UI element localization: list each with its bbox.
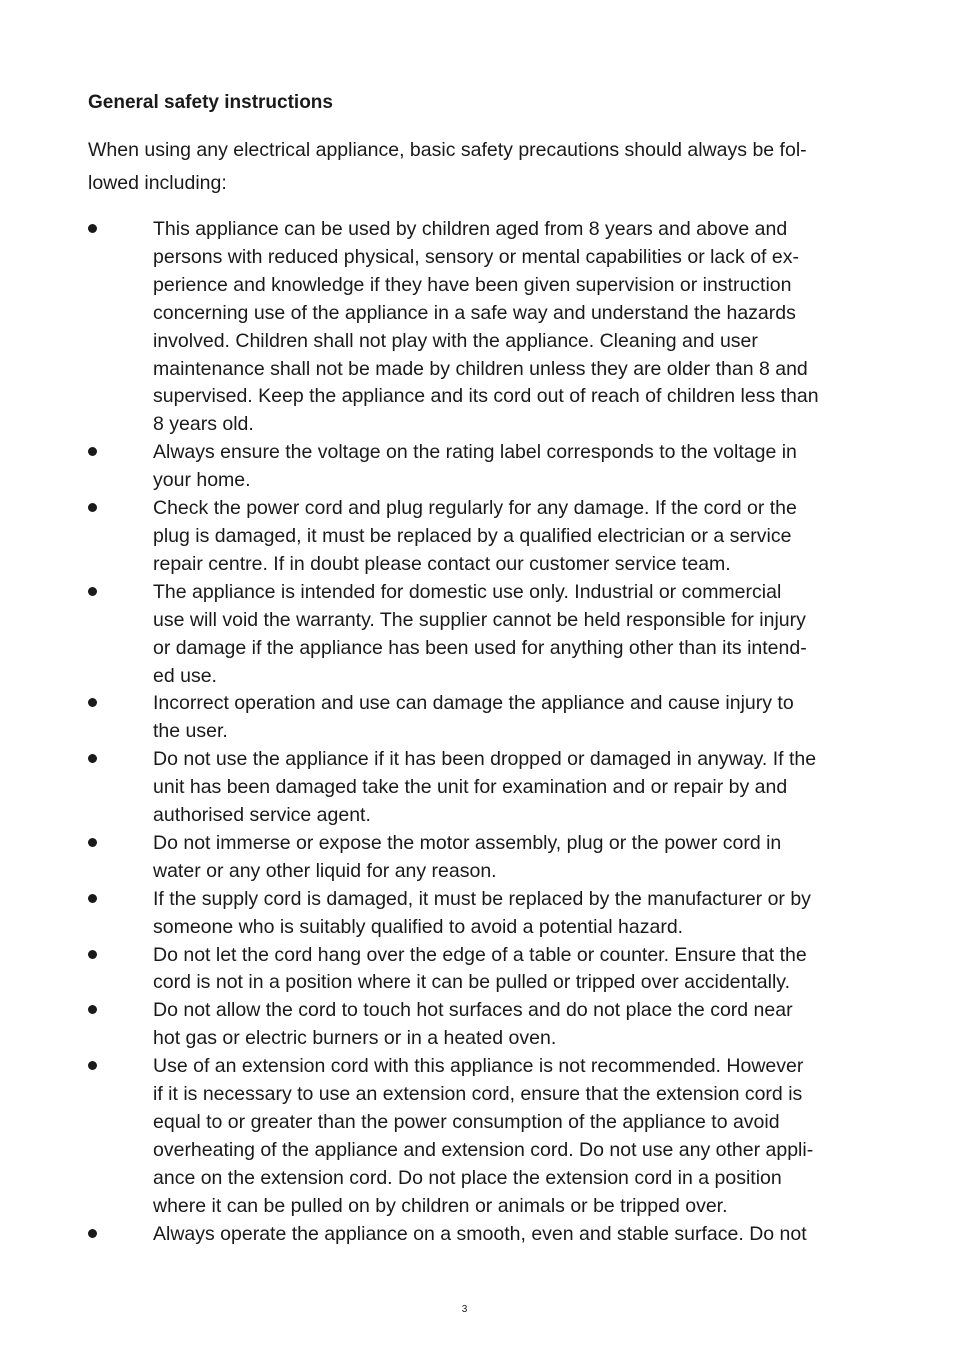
bullet-icon xyxy=(88,447,97,456)
list-item-line: overheating of the appliance and extension cord. Do not use any other appli- xyxy=(153,1138,814,1161)
list-item-line: where it can be pulled on by children or animals or be tripped over. xyxy=(153,1194,728,1217)
list-item-line: Use of an extension cord with this appliance is not recommended. However xyxy=(153,1055,804,1078)
list-item-text xyxy=(153,942,873,998)
list-item-line: ed use. xyxy=(153,664,217,687)
list-item-line: repair centre. If in doubt please contact our customer service team. xyxy=(153,552,731,575)
list-item-line: Always ensure the voltage on the rating label corresponds to the voltage in xyxy=(153,441,797,464)
intro-paragraph xyxy=(88,134,868,200)
list-item-text xyxy=(153,495,873,579)
list-item-line: persons with reduced physical, sensory or mental capabilities or lack of ex- xyxy=(153,245,799,268)
bullet-icon xyxy=(88,1229,97,1238)
list-item-line: hot gas or electric burners or in a heated oven. xyxy=(153,1027,557,1050)
safety-instructions-list xyxy=(0,216,954,1249)
list-item xyxy=(0,690,954,746)
list-item xyxy=(0,1053,954,1220)
list-item xyxy=(0,579,954,691)
list-item-line: involved. Children shall not play with the appliance. Cleaning and user xyxy=(153,329,758,352)
list-item-line: maintenance shall not be made by children unless they are older than 8 and xyxy=(153,357,808,380)
list-item xyxy=(0,439,954,495)
intro-line: When using any electrical appliance, basic safety precautions should always be fol- xyxy=(88,139,807,161)
list-item-line: your home. xyxy=(153,469,251,492)
bullet-icon xyxy=(88,503,97,512)
list-item-line: cord is not in a position where it can be pulled or tripped over accidentally. xyxy=(153,971,790,994)
list-item-line: This appliance can be used by children aged from 8 years and above and xyxy=(153,218,788,240)
list-item-line: concerning use of the appliance in a safe way and understand the hazards xyxy=(153,301,796,324)
list-item-line: perience and knowledge if they have been given supervision or instruction xyxy=(153,273,792,296)
list-item-line: 8 years old. xyxy=(153,413,254,436)
list-item-line: the user. xyxy=(153,720,228,743)
list-item-text xyxy=(153,830,873,886)
list-item-line: authorised service agent. xyxy=(153,804,371,827)
list-item-line: unit has been damaged take the unit for examination and or repair by and xyxy=(153,776,788,799)
list-item-text xyxy=(153,746,873,830)
list-item-text xyxy=(153,579,873,691)
list-item xyxy=(0,942,954,998)
list-item-line: plug is damaged, it must be replaced by a qualified electrician or a service xyxy=(153,524,792,547)
intro-line: lowed including: xyxy=(88,172,227,194)
list-item-text xyxy=(153,216,873,439)
list-item-line: Do not immerse or expose the motor assembly, plug or the power cord in xyxy=(153,831,782,854)
bullet-icon xyxy=(88,754,97,763)
list-item xyxy=(0,495,954,579)
list-item-line: Do not allow the cord to touch hot surfaces and do not place the cord near xyxy=(153,999,793,1022)
list-item-line: if it is necessary to use an extension cord, ensure that the extension cord is xyxy=(153,1083,803,1106)
list-item-text xyxy=(153,690,873,746)
list-item-line: water or any other liquid for any reason. xyxy=(153,859,497,882)
list-item-line: Do not let the cord hang over the edge of a table or counter. Ensure that the xyxy=(153,943,807,966)
list-item-text xyxy=(153,1221,873,1249)
list-item-text xyxy=(153,1053,873,1220)
list-item xyxy=(0,746,954,830)
list-item-line: someone who is suitably qualified to avoid a potential hazard. xyxy=(153,915,684,938)
list-item-text xyxy=(153,886,873,942)
list-item-line: or damage if the appliance has been used for anything other than its intend- xyxy=(153,636,807,659)
list-item-line: equal to or greater than the power consumption of the appliance to avoid xyxy=(153,1111,780,1133)
bullet-icon xyxy=(88,698,97,707)
list-item-line: Always operate the appliance on a smooth, even and stable surface. Do not xyxy=(153,1222,807,1245)
list-item xyxy=(0,997,954,1053)
list-item-line: Check the power cord and plug regularly for any damage. If the cord or the xyxy=(153,497,797,520)
list-item-line: Incorrect operation and use can damage the appliance and cause injury to xyxy=(153,692,794,715)
list-item-text xyxy=(153,439,873,495)
list-item xyxy=(0,1221,954,1249)
bullet-icon xyxy=(88,838,97,847)
list-item-line: The appliance is intended for domestic use only. Industrial or commercial xyxy=(153,580,782,603)
list-item xyxy=(0,886,954,942)
page-number: 3 xyxy=(461,1304,468,1315)
bullet-icon xyxy=(88,224,97,233)
list-item-line: If the supply cord is damaged, it must be replaced by the manufacturer or by xyxy=(153,887,811,910)
list-item-text xyxy=(153,997,873,1053)
section-heading: General safety instructions xyxy=(88,92,333,113)
list-item xyxy=(0,216,954,439)
list-item-line: Do not use the appliance if it has been dropped or damaged in anyway. If the xyxy=(153,748,817,771)
bullet-icon xyxy=(88,1005,97,1014)
list-item-line: ance on the extension cord. Do not place the extension cord in a position xyxy=(153,1166,782,1189)
list-item-line: supervised. Keep the appliance and its cord out of reach of children less than xyxy=(153,385,819,408)
bullet-icon xyxy=(88,950,97,959)
list-item-line: use will void the warranty. The supplier cannot be held responsible for injury xyxy=(153,608,806,631)
bullet-icon xyxy=(88,894,97,903)
bullet-icon xyxy=(88,1061,97,1070)
bullet-icon xyxy=(88,587,97,596)
list-item xyxy=(0,830,954,886)
